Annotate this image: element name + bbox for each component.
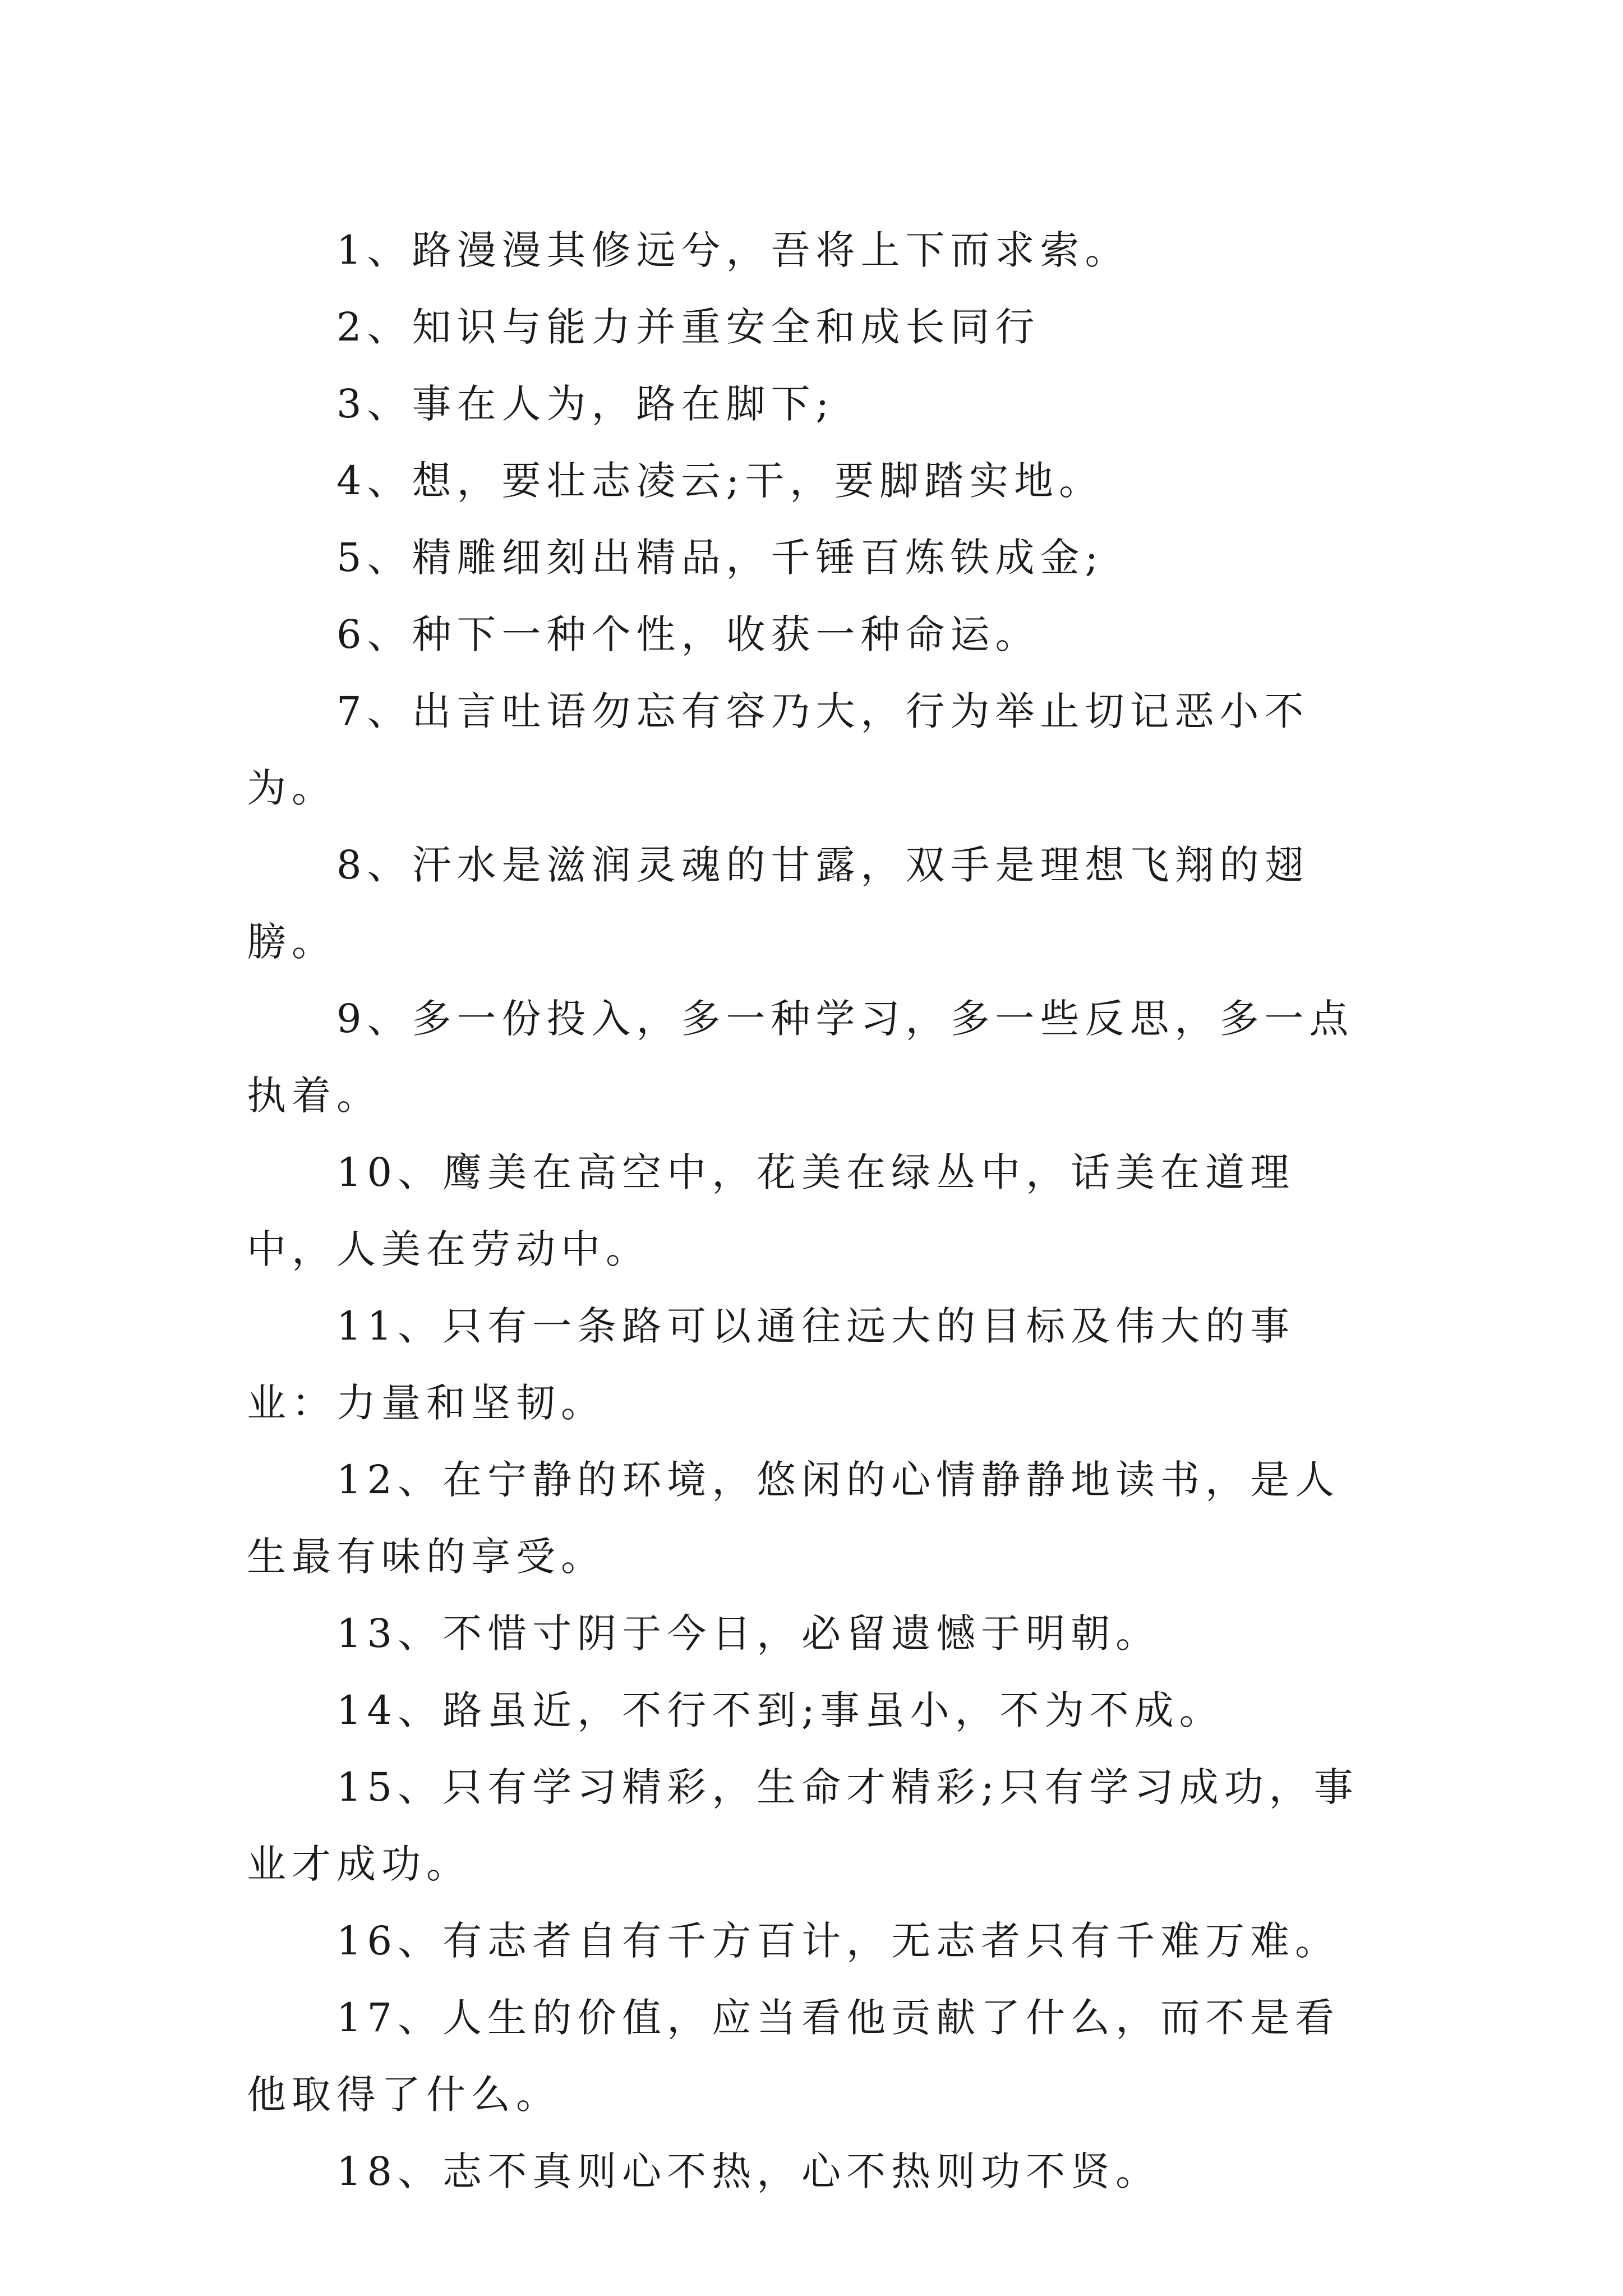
list-item: 18、志不真则心不热，心不热则功不贤。 — [336, 2148, 1161, 2194]
list-item: 9、多一份投入，多一种学习，多一些反思，多一点执着。 — [247, 996, 1354, 1119]
list-item: 2、知识与能力并重安全和成长同行 — [336, 304, 1040, 350]
list-item: 16、有志者自有千方百计，无志者只有千难万难。 — [336, 1918, 1340, 1964]
list-item: 13、不惜寸阴于今日，必留遗憾于明朝。 — [336, 1611, 1161, 1657]
list-item: 17、人生的价值，应当看他贡献了什么，而不是看他取得了什么。 — [247, 1995, 1340, 2118]
list-item: 12、在宁静的环境，悠闲的心情静静地读书，是人生最有味的享受。 — [247, 1457, 1340, 1580]
list-item: 11、只有一条路可以通往远大的目标及伟大的事业：力量和坚韧。 — [247, 1303, 1295, 1426]
list-item: 8、汗水是滋润灵魂的甘露，双手是理想飞翔的翅膀。 — [247, 842, 1310, 965]
list-item: 10、鹰美在高空中，花美在绿丛中，话美在道理中，人美在劳动中。 — [247, 1149, 1295, 1272]
quote-list — [247, 212, 1380, 2210]
list-item: 5、精雕细刻出精品，千锤百炼铁成金; — [336, 535, 1104, 581]
list-item: 6、种下一种个性，收获一种命运。 — [336, 611, 1040, 657]
list-item: 3、事在人为，路在脚下; — [336, 381, 835, 427]
list-item: 7、出言吐语勿忘有容乃大，行为举止切记恶小不为。 — [247, 688, 1310, 811]
list-item: 1、路漫漫其修远兮，吾将上下而求索。 — [336, 227, 1130, 273]
list-item: 4、想，要壮志凌云;干，要脚踏实地。 — [336, 458, 1104, 504]
list-item: 14、路虽近，不行不到;事虽小，不为不成。 — [336, 1687, 1224, 1733]
list-item: 15、只有学习精彩，生命才精彩;只有学习成功，事业才成功。 — [247, 1764, 1359, 1887]
